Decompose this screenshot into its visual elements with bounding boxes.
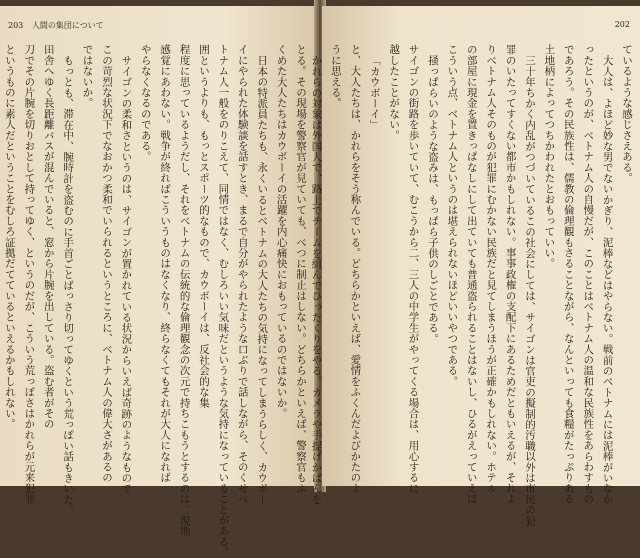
text-line: 大人は、よほど妙な男でないかぎり、泥棒などはやらない。戦前のベトナムには泥棒がいなか [601, 54, 614, 504]
left-page-number: 203 [8, 21, 24, 30]
right-page-header [615, 20, 630, 29]
text-line: であろう。その民族性は、儒教の倫理観もさることながら、なんといっても食糧がたっぷりある [562, 44, 575, 505]
text-line: ったというのが、ベトナム人の自慢だが、このことはベトナム人の温和な民族性をあらわすもの [582, 44, 595, 505]
text-line: の部屋に現金を置きっぱなしにして出ていても普通盗られることはないし、ひるがえっていえば [465, 44, 478, 505]
text-line: くめた大人たちはカウボーイの活躍を内心痛快におもっているのではないか。 [275, 44, 288, 419]
text-line: うに思える。 [329, 44, 342, 109]
text-line: こういう点、ベトナム人というのは堪えられないほどいいやつである。 [446, 44, 459, 387]
text-line: とる。その現場を警察官が見ていても、べつに制止はしない。どちらかといえば、警察官もふ [295, 44, 307, 494]
text-line: サイゴンの街路を歩いていて、むこうから二、三人の中学生がやってくる場合は、用心するに [407, 44, 420, 494]
text-line: 感覚にあわない。戦争が終ればこういうものはなくなり、終らなくてもそれが大人になれば [159, 44, 172, 483]
text-line: 囲というよりも、もっとスポーツ的なもので、カウボーイは、反社会的な集 [197, 44, 210, 408]
text-line: サイゴンの柔和さというのは、サイゴンが置かれている状況からいえば奇跡のようなもので、 [120, 54, 133, 504]
text-line: 罪のいたってすくない都市かもしれない。事事政権の支配下にあるためだともいえるが、それよ [504, 44, 517, 505]
text-line: やらなくなるのである。 [139, 44, 152, 162]
text-line: 土地柄によってつちかわれたとおもっていい。 [543, 44, 556, 269]
running-title: 人間の集団について [31, 21, 104, 30]
text-line: 田舎へゆく長距離バスが混んでいると、窓から片腕を出している。盗む者がその [42, 44, 55, 430]
text-line: ているような感じさえある。 [621, 44, 633, 184]
text-line: かれらの対象は外国人で、路上でチームを組んでひったくりをやる。カメラや手提げかばんを [310, 54, 323, 504]
text-line: 「カウボーイ」 [368, 54, 381, 130]
text-line: 日本の特派員たちも、永くいるとベトナムの大人たちの気持になってしまうらしく、カウボー [256, 54, 269, 504]
right-page-number: 202 [614, 20, 630, 29]
text-line: と、大人たちは、かれらをそう称んでいる。どちらかといえば、愛情をふくんだよびかたのよ [349, 44, 362, 494]
text-line: イにやられた体験談を話すとき、まるで自分がやられたような口ぶりで話しながら、そのくせベ [236, 44, 249, 505]
text-line: 越したことがない。 [388, 44, 401, 141]
text-line: もっとも、滞在中、腕時計を盗むのに手首ごとばっさり切ってゆくという荒っぽい話もきいた。 [62, 54, 75, 515]
text-line: 掻っぱらいのような盗みは、もっぱら子供のしごとである。 [426, 54, 439, 344]
left-page-body [3, 44, 310, 558]
left-page [0, 6, 318, 558]
text-line: というものに素人だということをむしろ証拠だてているといえるかもしれない。 [3, 44, 16, 430]
text-line: りベトナム人そのものが犯罪にむかない民族だと見てしまうほうが正確かもしれない。ホテル [485, 44, 498, 494]
text-line: この苛烈な状況下でなおかつ柔和でいられるというところに、ベトナム人の偉大さがあるの [100, 44, 113, 483]
text-line: ではないか。 [81, 44, 94, 109]
text-line: 程度に思っているようだし、それをベトナムの伝統的な倫理観念の次元で持ちこもうとするのは、現地 [178, 44, 191, 537]
text-line: 三十年ちかく内乱がつづいているこの社会にしては、サイゴンは官吏の擬制的汚職以外は市民の犯 [523, 54, 536, 526]
right-page [310, 6, 640, 526]
right-page-body [310, 44, 636, 526]
text-line: トナム人一般をのりこえて、同情ではなく、むしろいい気味だというような気持になっていることがある。 [217, 44, 230, 558]
left-page-header [8, 20, 104, 31]
text-line: 刀でその片腕を切りおとして持ってゆく、というのだが、こういう荒っぽさはかれらが元来犯罪 [23, 44, 36, 505]
